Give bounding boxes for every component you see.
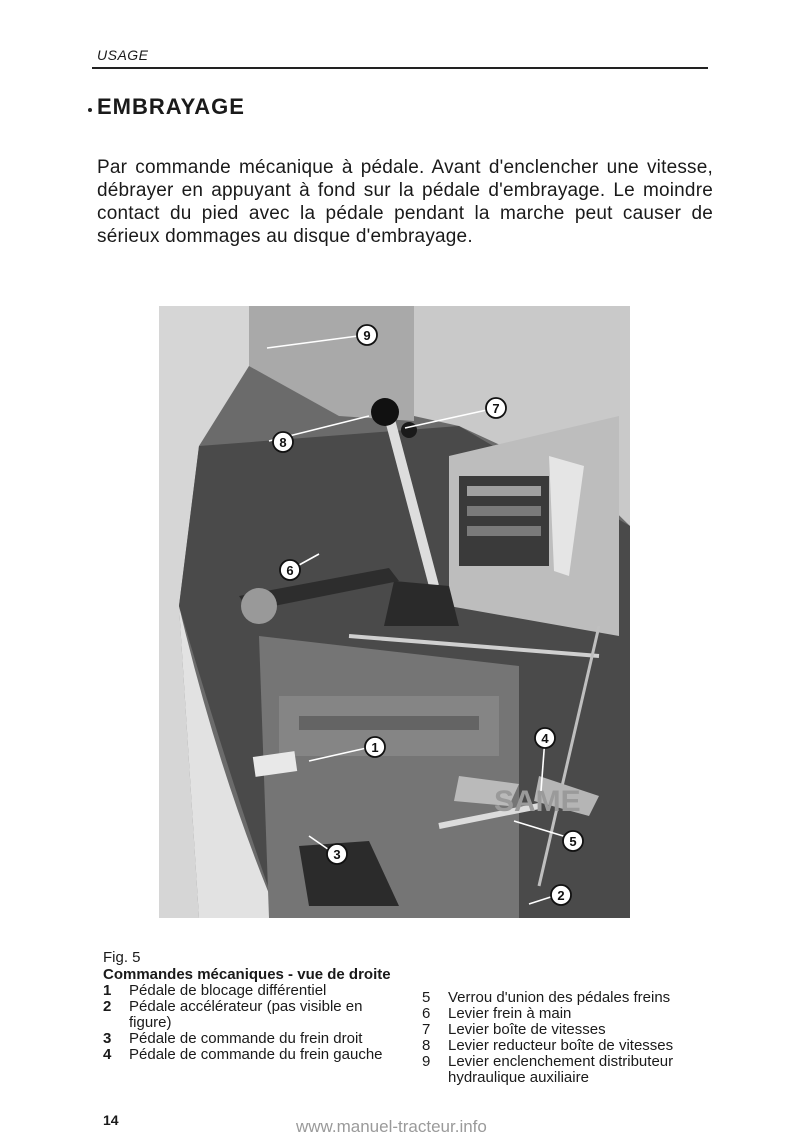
figure-photo <box>159 306 630 918</box>
section-label: USAGE <box>97 47 149 63</box>
callout-1-label: 1 <box>371 740 379 755</box>
figure-number: Fig. 5 <box>103 949 141 966</box>
legend-item <box>422 1054 722 1086</box>
watermark: www.manuel-tracteur.info <box>296 1117 487 1136</box>
legend-text: Levier enclenchement distributeur hydraulique auxiliaire <box>448 1053 674 1086</box>
callout-7-label: 7 <box>492 401 500 416</box>
callout-6 <box>280 560 300 580</box>
page-heading: EMBRAYAGE <box>97 94 245 119</box>
legend-text: Verrou d'union des pédales freins <box>448 989 671 1006</box>
callout-1 <box>365 737 385 757</box>
callout-7 <box>486 398 506 418</box>
figure-title: Commandes mécaniques - vue de droite <box>103 966 391 983</box>
legend-num: 2 <box>103 998 112 1015</box>
callout-3 <box>327 844 347 864</box>
legend-text: Levier frein à main <box>448 1005 572 1022</box>
legend-item <box>103 983 403 999</box>
legend-right <box>422 990 722 1086</box>
legend-num: 5 <box>422 989 431 1006</box>
legend-item <box>103 1031 403 1047</box>
callout-8 <box>273 432 293 452</box>
header-rule <box>92 67 708 69</box>
heading-bullet <box>88 108 92 112</box>
callout-4 <box>535 728 555 748</box>
legend-num: 9 <box>422 1053 431 1070</box>
callout-5-label: 5 <box>569 834 577 849</box>
legend-item <box>422 1022 722 1038</box>
legend-num: 7 <box>422 1021 431 1038</box>
callout-4-label: 4 <box>541 731 549 746</box>
callout-9-label: 9 <box>363 328 371 343</box>
callout-8-label: 8 <box>279 435 287 450</box>
legend-text: Levier reducteur boîte de vitesses <box>448 1037 674 1054</box>
legend-item <box>422 990 722 1006</box>
legend-text: Pédale de commande du frein droit <box>129 1030 363 1047</box>
legend-item <box>103 1047 403 1063</box>
legend-num: 8 <box>422 1037 431 1054</box>
legend-text: Levier boîte de vitesses <box>448 1021 606 1038</box>
callout-2 <box>551 885 571 905</box>
callout-6-label: 6 <box>286 563 294 578</box>
callout-3-label: 3 <box>333 847 341 862</box>
legend-item <box>103 999 403 1031</box>
legend-text: Pédale de commande du frein gauche <box>129 1046 383 1063</box>
callout-5 <box>563 831 583 851</box>
legend-num: 3 <box>103 1030 112 1047</box>
page-number: 14 <box>103 1112 119 1128</box>
intro-paragraph: Par commande mécanique à pédale. Avant d'enclencher une vitesse, débrayer en appuyant à fond sur la pédale d'embrayage. Le moindre contact du pied avec la pédale pendant la marche peut causer de sérieux dommages au disque d'embrayage. <box>97 157 713 247</box>
tractor-controls-illustration <box>159 306 630 918</box>
legend-text: Pédale accélérateur (pas visible en figure) <box>129 998 363 1031</box>
legend-item <box>422 1006 722 1022</box>
callout-2-label: 2 <box>557 888 565 903</box>
legend-text: Pédale de blocage différentiel <box>129 982 327 999</box>
legend-num: 4 <box>103 1046 112 1063</box>
legend-num: 6 <box>422 1005 431 1022</box>
legend-num: 1 <box>103 982 112 999</box>
legend-left <box>103 983 403 1063</box>
callout-9 <box>357 325 377 345</box>
legend-item <box>422 1038 722 1054</box>
svg-text:SAME: SAME <box>494 785 581 818</box>
